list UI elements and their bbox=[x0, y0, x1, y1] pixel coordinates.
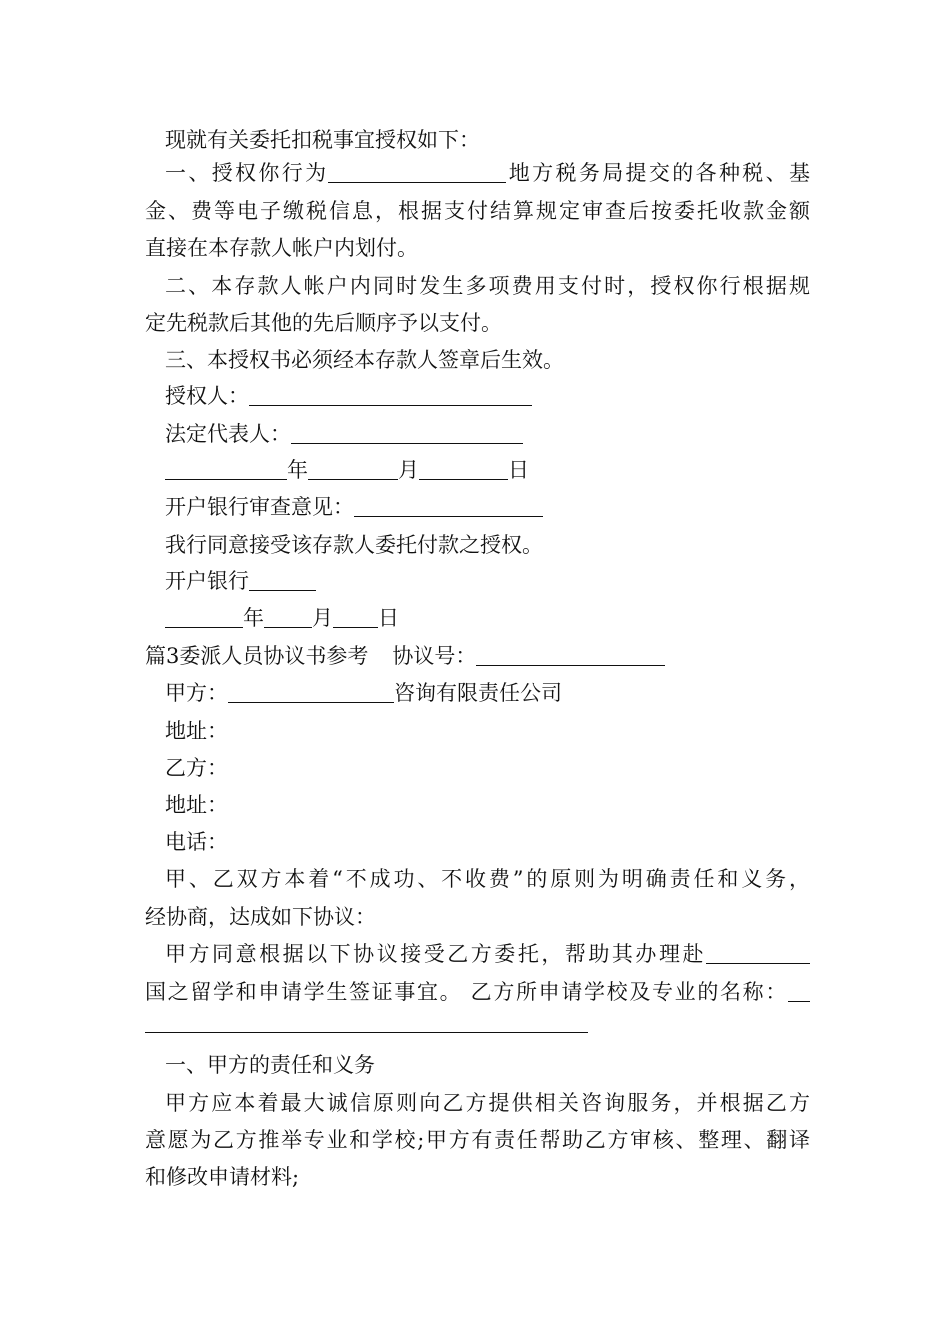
month-blank bbox=[308, 457, 398, 480]
day-label: 日 bbox=[508, 458, 529, 482]
month-label: 月 bbox=[398, 458, 419, 482]
auth-intro: 现就有关委托扣税事宜授权如下： bbox=[165, 128, 480, 152]
section-one-title: 一、甲方的责任和义务 bbox=[165, 1053, 375, 1077]
phone-label: 电话： bbox=[165, 830, 228, 854]
agreement-no-label: 协议号： bbox=[392, 644, 477, 668]
year-label: 年 bbox=[287, 458, 308, 482]
item1-line3: 直接在本存款人帐户内划付。 bbox=[145, 236, 418, 260]
section3-title: 篇3委派人员协议书参考 bbox=[145, 644, 369, 668]
month-blank-2 bbox=[264, 605, 312, 628]
authorizer-line bbox=[165, 381, 810, 411]
legal-rep-line bbox=[165, 419, 810, 449]
year-blank-2 bbox=[165, 605, 243, 628]
item1-after-blank: 地方税务局提交的各种税、基 bbox=[506, 161, 811, 185]
school-blank-continuation bbox=[145, 1032, 588, 1033]
date-line-1 bbox=[165, 455, 810, 485]
party-a-suffix: 咨询有限责任公司 bbox=[394, 681, 562, 705]
party-a-blank bbox=[228, 680, 394, 703]
party-a-label: 甲方： bbox=[165, 681, 228, 705]
party-b-address: 地址： bbox=[165, 793, 228, 817]
section3-line bbox=[145, 641, 810, 671]
bank-review-blank bbox=[354, 494, 543, 517]
country-blank bbox=[706, 941, 810, 964]
bank-label: 开户银行 bbox=[165, 569, 249, 593]
year-blank bbox=[165, 457, 287, 480]
agree-line2 bbox=[145, 977, 810, 1007]
authorizer-blank bbox=[249, 383, 532, 406]
principle-line2: 经协商，达成如下协议： bbox=[145, 905, 376, 929]
bank-review-label: 开户银行审查意见： bbox=[165, 495, 354, 519]
item1-line1 bbox=[165, 158, 810, 188]
month-label-2: 月 bbox=[312, 606, 333, 630]
duty-line2: 意愿为乙方推举专业和学校;甲方有责任帮助乙方审核、整理、翻译 bbox=[145, 1128, 810, 1152]
principle-line1: 甲、乙双方本着“不成功、不收费”的原则为明确责任和义务， bbox=[165, 867, 810, 891]
party-a-address: 地址： bbox=[165, 719, 228, 743]
agree-line1-text: 甲方同意根据以下协议接受乙方委托，帮助其办理赴 bbox=[165, 942, 706, 966]
tax-bureau-blank bbox=[328, 160, 506, 183]
bank-agree: 我行同意接受该存款人委托付款之授权。 bbox=[165, 533, 543, 557]
legal-rep-blank bbox=[291, 421, 523, 444]
duty-line3: 和修改申请材料; bbox=[145, 1165, 300, 1189]
agree-line2-text: 国之留学和申请学生签证事宜。 乙方所申请学校及专业的名称： bbox=[145, 980, 788, 1004]
item1-line2: 金、费等电子缴税信息，根据支付结算规定审查后按委托收款金额 bbox=[145, 199, 810, 223]
bank-line bbox=[165, 566, 810, 596]
agreement-no-blank bbox=[476, 643, 665, 666]
day-blank-2 bbox=[333, 605, 378, 628]
day-blank bbox=[419, 457, 508, 480]
legal-rep-label: 法定代表人： bbox=[165, 422, 291, 446]
bank-review-line bbox=[165, 492, 810, 522]
date-line-2 bbox=[165, 603, 810, 633]
party-b-label: 乙方： bbox=[165, 756, 228, 780]
bank-blank bbox=[249, 568, 316, 591]
item2-line2: 定先税款后其他的先后顺序予以支付。 bbox=[145, 311, 502, 335]
party-a-line bbox=[165, 678, 810, 708]
item3: 三、本授权书必须经本存款人签章后生效。 bbox=[165, 348, 564, 372]
year-label-2: 年 bbox=[243, 606, 264, 630]
item2-line1: 二、本存款人帐户内同时发生多项费用支付时，授权你行根据规 bbox=[165, 274, 810, 298]
authorizer-label: 授权人： bbox=[165, 384, 249, 408]
duty-line1: 甲方应本着最大诚信原则向乙方提供相关咨询服务，并根据乙方 bbox=[165, 1091, 810, 1115]
school-blank-start bbox=[788, 979, 810, 1002]
day-label-2: 日 bbox=[378, 606, 399, 630]
agree-line1 bbox=[165, 939, 810, 969]
item1-prefix: 一、授权你行为 bbox=[165, 161, 329, 185]
